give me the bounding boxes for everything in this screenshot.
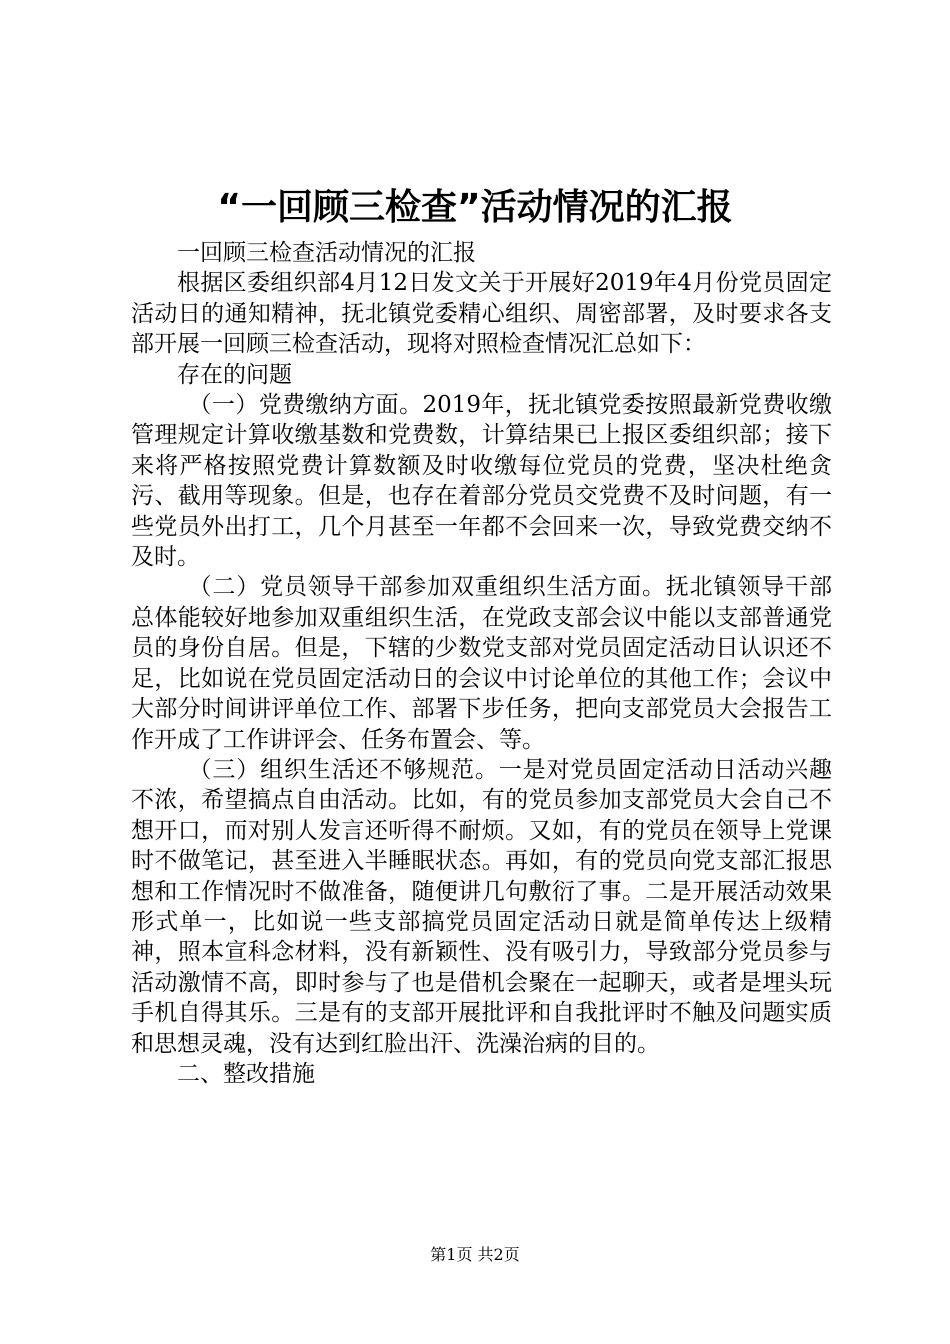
paragraph-intro: 根据区委组织部4月12日发文关于开展好2019年4月份党员固定活动日的通知精神，抚北镇党委精心组织、周密部署，及时要求各支部开展一回顾三检查活动，现将对照检查情况汇总如下： (131, 270, 832, 358)
section-heading-measures: 二、整改措施 (177, 1060, 315, 1087)
paragraph-dual-organization: （二）党员领导干部参加双重组织生活方面。抚北镇领导干部总体能较好地参加双重组织生活，在党政支部会议中能以支部普通党员的身份自居。但是，下辖的少数党支部对党员固定活动日认识还不足，比如说在党员固定活动日的会议中讨论单位的其他工作；会议中大部分时间讲评单位工作、部署下步任务，把向支部党员大会报告工作开成了工作讲评会、任务布置会、等。 (131, 574, 832, 753)
paragraph-subtitle: 一回顾三检查活动情况的汇报 (177, 240, 476, 266)
document-body (131, 238, 832, 1089)
paragraph-party-dues: （一）党费缴纳方面。2019年，抚北镇党委按照最新党费收缴管理规定计算收缴基数和党费数，计算结果已上报区委组织部；接下来将严格按照党费计算数额及时收缴每位党员的党费，坚决杜绝贪污、截用等现象。但是，也存在着部分党员交党费不及时问题，有一些党员外出打工，几个月甚至一年都不会回来一次，导致党费交纳不及时。 (131, 392, 832, 571)
section-heading-problems: 存在的问题 (177, 361, 292, 388)
paragraph-organization-life: （三）组织生活还不够规范。一是对党员固定活动日活动兴趣不浓，希望搞点自由活动。比如，有的党员参加支部党员大会自己不想开口，而对别人发言还听得不耐烦。又如，有的党员在领导上党课时不做笔记，甚至进入半睡眠状态。再如，有的党员向党支部汇报思想和工作情况时不做准备，随便讲几句敷衍了事。二是开展活动效果形式单一，比如说一些支部搞党员固定活动日就是简单传达上级精神，照本宣科念材料，没有新颖性、没有吸引力，导致部分党员参与活动激情不高，即时参与了也是借机会聚在一起聊天，或者是埋头玩手机自得其乐。三是有的支部开展批评和自我批评时不触及问题实质和思想灵魂，没有达到红脸出汗、洗澡治病的目的。 (131, 756, 832, 1057)
page-footer: 第1页 共2页 (430, 1245, 520, 1264)
document-title: “一回顾三检查”活动情况的汇报 (217, 187, 733, 228)
